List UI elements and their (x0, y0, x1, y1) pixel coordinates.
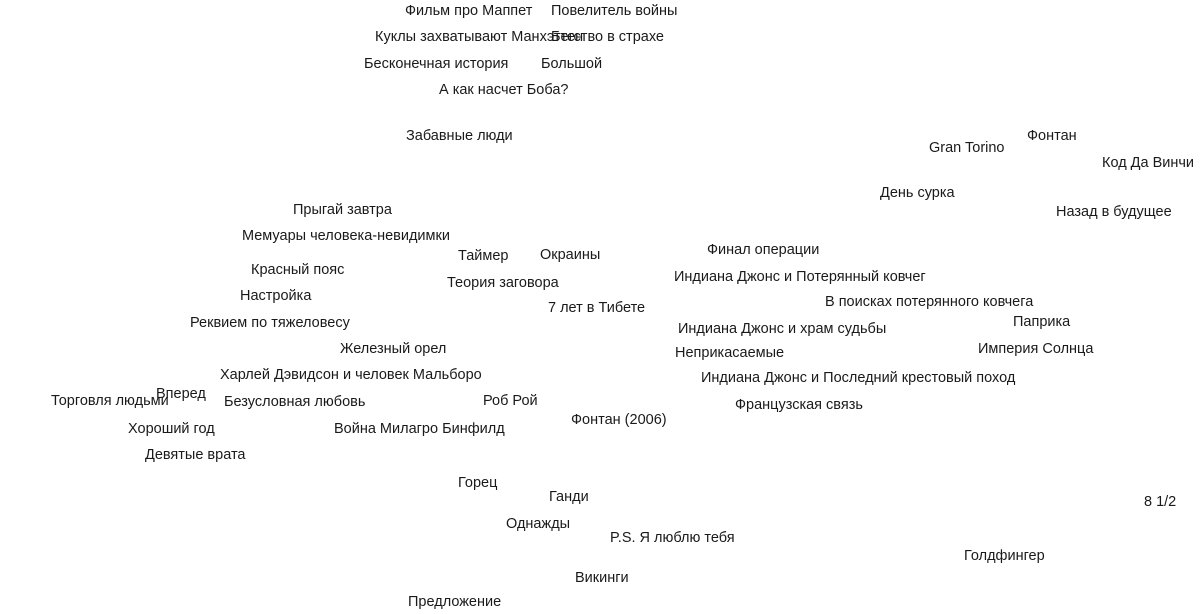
movie-label[interactable]: Индиана Джонс и Последний крестовый поход (701, 370, 1016, 386)
movie-label[interactable]: Куклы захватывают Манхэттен (375, 29, 584, 45)
movie-label[interactable]: P.S. Я люблю тебя (610, 530, 735, 546)
movie-label[interactable]: Предложение (408, 594, 502, 610)
movie-label[interactable]: Война Милагро Бинфилд (334, 421, 505, 437)
movie-label[interactable]: Неприкасаемые (675, 345, 785, 361)
movie-label[interactable]: Викинги (575, 570, 629, 586)
movie-label[interactable]: Окраины (540, 247, 601, 263)
movie-label[interactable]: Ганди (549, 489, 589, 505)
movie-label[interactable]: Индиана Джонс и храм судьбы (678, 321, 887, 337)
movie-label[interactable]: Теория заговора (447, 275, 559, 291)
movie-label[interactable]: Паприка (1013, 314, 1071, 330)
movie-label[interactable]: Фильм про Маппет (405, 3, 533, 19)
movie-label[interactable]: В поисках потерянного ковчега (825, 294, 1034, 310)
movie-label[interactable]: Gran Torino (929, 140, 1005, 156)
movie-label[interactable]: Повелитель войны (551, 3, 678, 19)
movie-label[interactable]: Код Да Винчи (1102, 155, 1195, 171)
movie-label[interactable]: Бесконечная история (364, 56, 509, 72)
movie-label[interactable]: Финал операции (707, 242, 820, 258)
movie-label[interactable]: А как насчет Боба? (439, 82, 569, 98)
movie-label[interactable]: Однажды (506, 516, 571, 532)
movie-label[interactable]: Горец (458, 475, 498, 491)
movie-label[interactable]: Хороший год (128, 421, 215, 437)
movie-label[interactable]: Назад в будущее (1056, 204, 1172, 220)
movie-label[interactable]: Девятые врата (145, 447, 246, 463)
movie-label[interactable]: Торговля людьми (51, 393, 169, 409)
movie-label[interactable]: Индиана Джонс и Потерянный ковчег (674, 269, 926, 285)
movie-label[interactable]: 7 лет в Тибете (548, 300, 646, 316)
movie-label[interactable]: Голдфингер (964, 548, 1045, 564)
movie-label[interactable]: Прыгай завтра (293, 202, 392, 218)
movie-label[interactable]: Харлей Дэвидсон и человек Мальборо (220, 367, 482, 383)
movie-label[interactable]: Бегство в страхе (551, 29, 664, 45)
movie-label[interactable]: Роб Рой (483, 393, 538, 409)
movie-label[interactable]: Забавные люди (406, 128, 513, 144)
movie-label[interactable]: Безусловная любовь (224, 394, 366, 410)
movie-label[interactable]: Мемуары человека-невидимки (242, 228, 450, 244)
movie-label[interactable]: Красный пояс (251, 262, 345, 278)
movie-label[interactable]: Фонтан (1027, 128, 1077, 144)
movie-label[interactable]: 8 1/2 (1144, 494, 1177, 510)
movie-label[interactable]: Фонтан (2006) (571, 412, 667, 428)
movie-label[interactable]: Таймер (458, 248, 509, 264)
movie-label[interactable]: Французская связь (735, 397, 863, 413)
movie-label[interactable]: Железный орел (340, 341, 447, 357)
movie-label[interactable]: Настройка (240, 288, 312, 304)
movie-label[interactable]: Вперед (156, 386, 206, 402)
movie-label[interactable]: День сурка (880, 185, 955, 201)
movie-label[interactable]: Империя Солнца (978, 341, 1094, 357)
movie-label[interactable]: Большой (541, 56, 603, 72)
movie-label[interactable]: Реквием по тяжеловесу (190, 315, 350, 331)
